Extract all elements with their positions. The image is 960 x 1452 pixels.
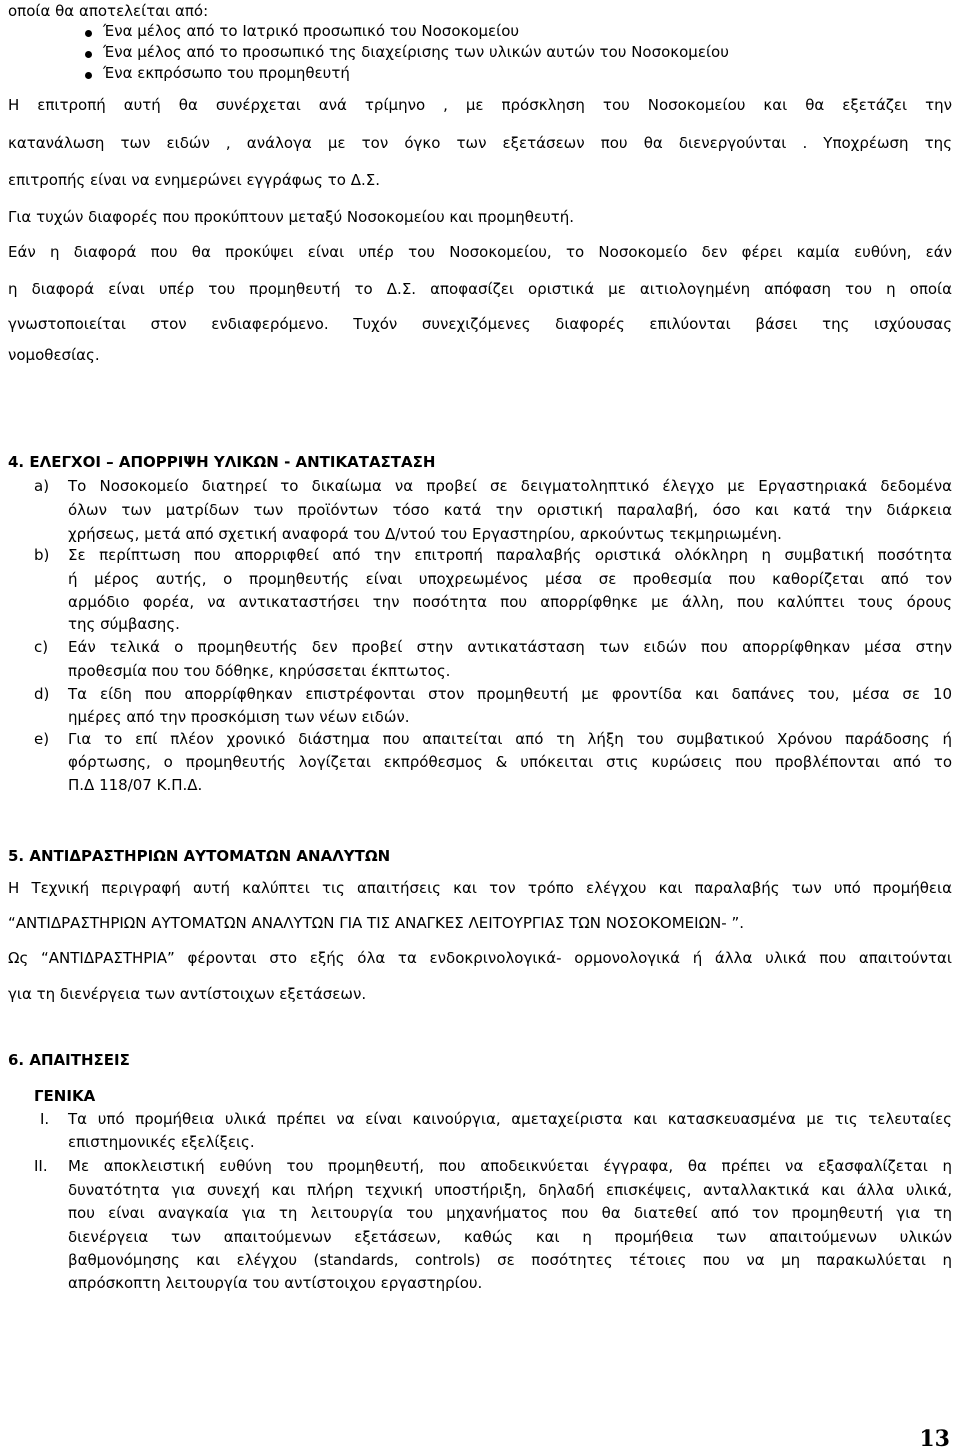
list-label: II. (34, 1157, 48, 1175)
page-number: 13 (919, 1426, 950, 1452)
list-line: Σε περίπτωση που απορριφθεί από την επιτροπή παραλαβής οριστικά ολόκληρη η συμβατική ποσότητα (68, 546, 952, 564)
paragraph-line: κατανάλωση των ειδών , ανάλογα με τον όγκο των εξετάσεων που θα διενεργούνται . Υποχρέωση της (8, 134, 952, 152)
list-line: Με αποκλειστική ευθύνη του προμηθευτή, που αποδεικνύεται έγγραφα, θα πρέπει να εξασφαλίζεται η (68, 1157, 952, 1175)
list-line: αρμόδιο φορέα, να αντικαταστήσει την ποσότητα που απορρίφθηκε με άλλη, που καλύπτει τους όρους (68, 593, 952, 611)
section-heading: 4. ΕΛΕΓΧΟΙ – ΑΠΟΡΡΙΨΗ ΥΛΙΚΩΝ - ΑΝΤΙΚΑΤΑΣΤΑΣΗ (8, 453, 436, 471)
paragraph-line: “ΑΝΤΙΔΡΑΣΤΗΡΙΩΝ ΑΥΤΟΜΑΤΩΝ ΑΝΑΛΥΤΩΝ ΓΙΑ ΤΙΣ ΑΝΑΓΚΕΣ ΛΕΙΤΟΥΡΓΙΑΣ ΤΩΝ ΝΟΣΟΚΟΜΕΙΩΝ- ”. (8, 914, 744, 932)
paragraph-line: Η επιτροπή αυτή θα συνέρχεται ανά τρίμηνο , με πρόσκληση του Νοσοκομείου και θα εξετάζει την (8, 96, 952, 114)
section-heading: 6. ΑΠΑΙΤΗΣΕΙΣ (8, 1051, 130, 1069)
paragraph-line: Η Τεχνική περιγραφή αυτή καλύπτει τις απαιτήσεις και τον τρόπο ελέγχου και παραλαβής των υπό προμήθεια (8, 879, 952, 897)
list-line: Τα υπό προμήθεια υλικά πρέπει να είναι καινούργια, αμεταχείριστα και κατασκευασμένα με τις τελευταίες (68, 1110, 952, 1128)
paragraph-line: γνωστοποιείται στον ενδιαφερόμενο. Τυχόν συνεχιζόμενες διαφορές επιλύονται βάσει της ισχύουσας (8, 315, 952, 333)
bullet-item: Ένα εκπρόσωπο του προμηθευτή (103, 64, 350, 82)
section-heading: 5. ΑΝΤΙΔΡΑΣΤΗΡΙΩΝ ΑΥΤΟΜΑΤΩΝ ΑΝΑΛΥΤΩΝ (8, 847, 391, 865)
subsection-heading: ΓΕΝΙΚΑ (34, 1087, 96, 1105)
list-line: απρόσκοπτη λειτουργία του αντίστοιχου εργαστηρίου. (68, 1274, 483, 1292)
list-line: όλων των ματρίδων των προϊόντων τόσο κατά την οριστική παραλαβή, όσο και κατά την διάρκεια (68, 501, 952, 519)
list-line: Εάν τελικά ο προμηθευτής δεν προβεί στην αντικατάσταση των ειδών που απορρίφθηκαν μέσα στην (68, 638, 952, 656)
list-label: e) (34, 730, 50, 748)
bullet-item: Ένα μέλος από το προσωπικό της διαχείρισης των υλικών αυτών του Νοσοκομείου (103, 43, 729, 61)
list-line: φόρτωσης, ο προμηθευτής λογίζεται εκπρόθεσμος & υπόκειται στις κυρώσεις που προβλέπονται από το (68, 753, 952, 771)
bullet-icon (85, 51, 92, 58)
list-line: ημέρες από την προσκόμιση των νέων ειδών. (68, 708, 410, 726)
list-label: I. (40, 1110, 50, 1128)
list-line: της σύμβασης. (68, 615, 180, 633)
paragraph-line: νομοθεσίας. (8, 346, 100, 364)
list-line: χρήσεως, μετά από σχετική αναφορά του Δ/ντού του Εργαστηρίου, αρκούντως τεκμηριωμένη. (68, 525, 782, 543)
list-label: a) (34, 477, 50, 495)
paragraph-line: Για τυχών διαφορές που προκύπτουν μεταξύ Νοσοκομείου και προμηθευτή. (8, 208, 575, 226)
paragraph-line: η διαφορά είναι υπέρ του προμηθευτή το Δ.Σ. αποφασίζει οριστικά με αιτιολογημένη απόφαση του η οποία (8, 280, 952, 298)
list-line: βαθμονόμησης και ελέγχου (standards, controls) σε ποσότητες τέτοιες που να μη παρακωλύεται η (68, 1251, 952, 1269)
list-label: c) (34, 638, 49, 656)
bullet-item: Ένα μέλος από το Ιατρικό προσωπικό του Νοσοκομείου (103, 22, 520, 40)
list-label: b) (34, 546, 50, 564)
paragraph-line: επιτροπής είναι να ενημερώνει εγγράφως το Δ.Σ. (8, 171, 380, 189)
bullet-icon (85, 72, 92, 79)
list-line: Π.Δ 118/07 Κ.Π.Δ. (68, 776, 203, 794)
paragraph-line: Εάν η διαφορά που θα προκύψει είναι υπέρ του Νοσοκομείου, το Νοσοκομείο δεν φέρει καμία ευθύνη, εάν (8, 243, 952, 261)
list-line: δυνατότητα για συνεχή και πλήρη τεχνική υποστήριξη, δηλαδή επισκέψεις, ανταλλακτικά και άλλα υλικά, (68, 1181, 952, 1199)
paragraph-line: Ως “ΑΝΤΙΔΡΑΣΤΗΡΙΑ” φέρονται στο εξής όλα τα ενδοκρινολογικά- ορμονολογικά ή άλλα υλικά που απαιτούνται (8, 949, 952, 967)
list-line: διενέργεια των απαιτούμενων εξετάσεων, καθώς και η προμήθεια των απαιτούμενων υλικών (68, 1228, 952, 1246)
list-line: Το Νοσοκομείο διατηρεί το δικαίωμα να προβεί σε δειγματοληπτικό έλεγχο με Εργαστηριακά δεδομένα (68, 477, 952, 495)
list-label: d) (34, 685, 50, 703)
list-line: Για το επί πλέον χρονικό διάστημα που απαιτείται από τη λήξη του συμβατικού Χρόνου παράδοσης ή (68, 730, 952, 748)
paragraph-line: για τη διενέργεια των αντίστοιχων εξετάσεων. (8, 985, 367, 1003)
bullet-icon (85, 30, 92, 37)
list-line: επιστημονικές εξελίξεις. (68, 1133, 255, 1151)
list-line: Τα είδη που απορρίφθηκαν επιστρέφονται στον προμηθευτή με φροντίδα και δαπάνες του, μέσα σε 10 (68, 685, 952, 703)
intro-line: οποία θα αποτελείται από: (8, 2, 209, 20)
list-line: που είναι αναγκαία για τη λειτουργία του μηχανήματος που θα διατεθεί από τον προμηθευτή για τη (68, 1204, 952, 1222)
list-line: ή μέρος αυτής, ο προμηθευτής είναι υποχρεωμένος μέσα σε προθεσμία που καθορίζεται από τον (68, 570, 952, 588)
list-line: προθεσμία που του δόθηκε, κηρύσσεται έκπτωτος. (68, 662, 451, 680)
